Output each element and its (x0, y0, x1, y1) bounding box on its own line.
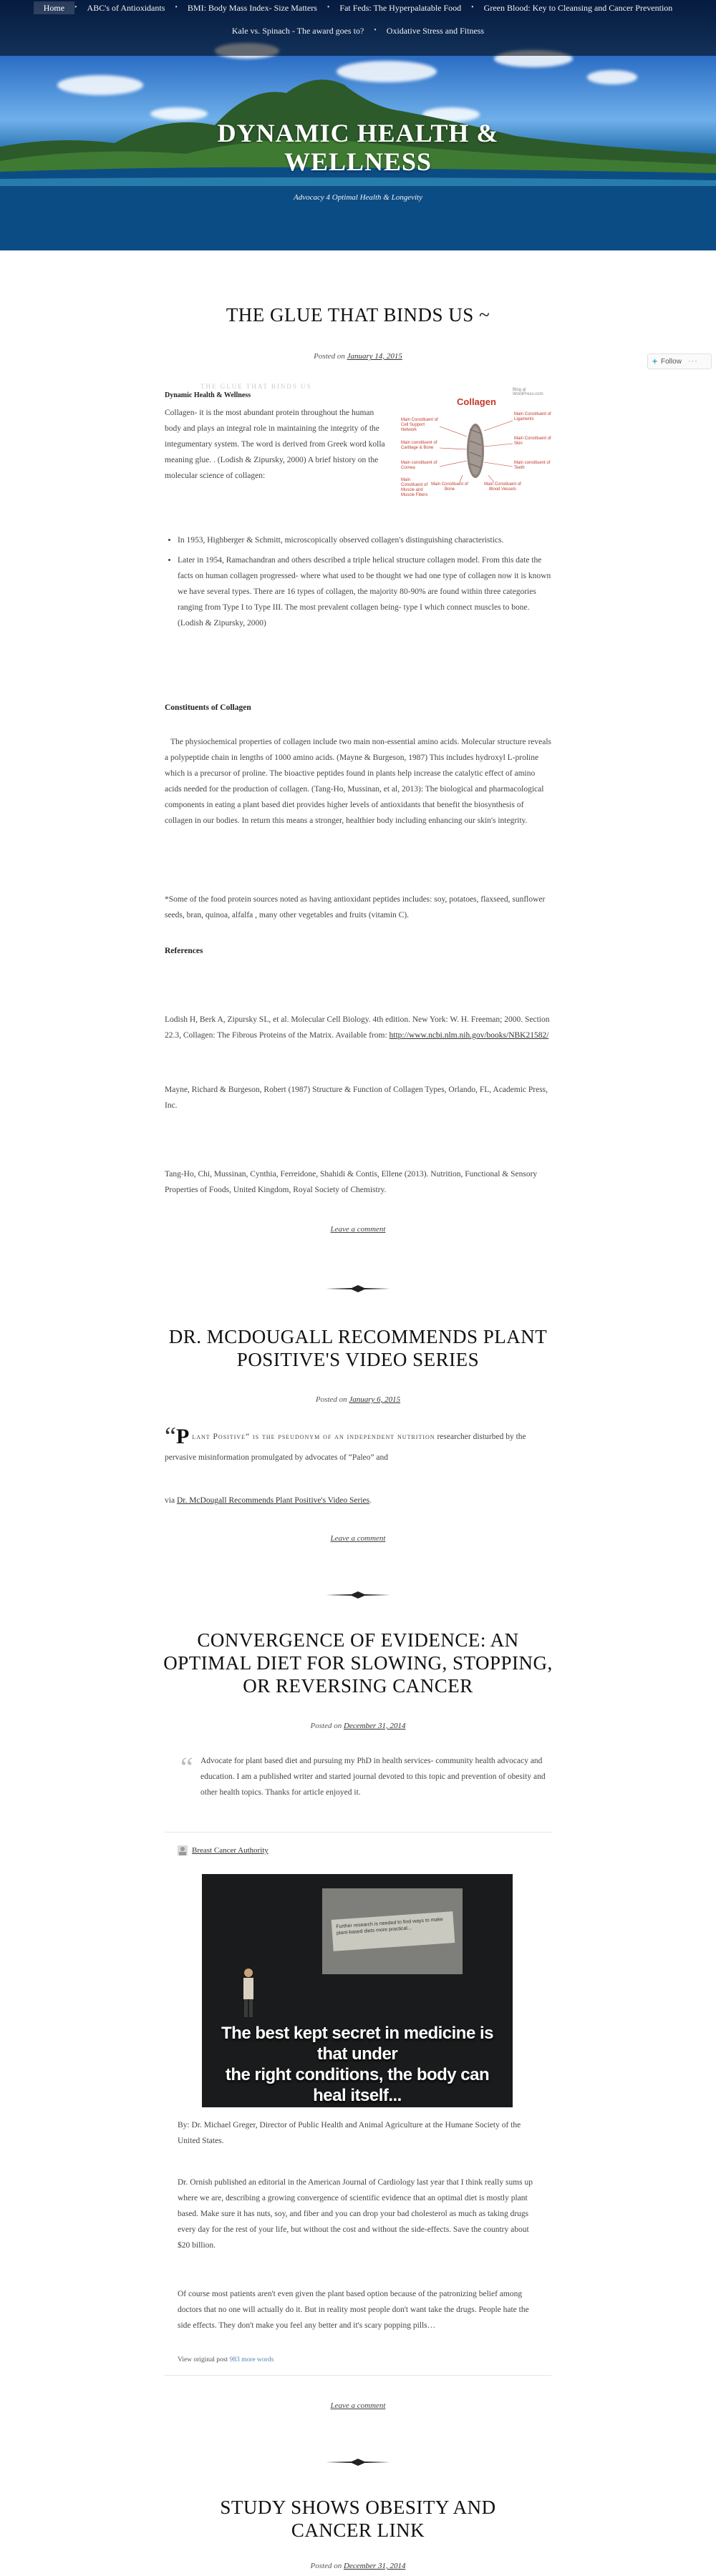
reblog-card (165, 1832, 551, 2376)
post-date-link[interactable]: December 31, 2014 (344, 2562, 406, 2570)
post-date-link[interactable]: January 14, 2015 (347, 352, 402, 361)
nav-separator-icon: • (74, 4, 77, 11)
via-suffix: . (369, 1496, 372, 1505)
nav-item[interactable]: ABC's of Antioxidants (87, 3, 165, 13)
figure-label: Main Constituent of Ligaments (514, 412, 551, 421)
subheading: Constituents of Collagen (165, 703, 251, 712)
quote-paragraph (165, 1424, 551, 1465)
post-body (165, 1424, 551, 1465)
site-title[interactable] (0, 119, 716, 176)
open-quote-icon: “ (165, 1422, 176, 1450)
posted-prefix: Posted on (314, 352, 345, 361)
post-title-line: STUDY SHOWS OBESITY AND (220, 2497, 496, 2518)
figure-label: Main constituent of Teeth (514, 461, 551, 470)
figure-label: Main Constituent of Cell Support Network (401, 418, 438, 432)
leave-comment-link[interactable]: Leave a comment (330, 1225, 386, 1234)
list-item: • Later in 1954, Ramachandran and others described a triple helical structure collagen model. From this date the facts on human collagen progressed- where what used to be thought we had one type of collagen now it is known we have several types. There are 16 types of collagen, the majority 80-90% are found within three categories ranging from Type I to Type III. The most prevalent collagen being- type I which connect muscles to bone. (Lodish & Zipursky, 2000) (178, 552, 551, 631)
leave-comment-link[interactable]: Leave a comment (330, 1534, 386, 1543)
slide-text: Further research is needed to find ways to make plant-based diets more practical... (332, 1911, 455, 1951)
follow-label: Follow (661, 357, 682, 366)
follow-plus-icon: + (652, 356, 658, 366)
by-rest: , Director of Public Health and Animal Agriculture at the Humane Society of the United States. (178, 2121, 521, 2145)
figure-label: Main Constituent of Bone (431, 482, 468, 492)
dropcap: P (175, 1425, 190, 1448)
post-date-link[interactable]: December 31, 2014 (344, 1722, 406, 1730)
post-body (165, 1493, 551, 1508)
post-body (165, 700, 551, 716)
nav-item[interactable]: BMI: Body Mass Index- Size Matters (187, 3, 317, 13)
byline-paragraph (178, 2117, 540, 2149)
reblog-avatar-icon (178, 1845, 188, 1855)
nav-separator-icon: • (374, 26, 377, 34)
posted-prefix: Posted on (310, 1722, 342, 1730)
speaker-figure (241, 1967, 256, 2017)
post-meta (136, 1722, 580, 1730)
post-title-line: POSITIVE'S VIDEO SERIES (236, 1349, 480, 1370)
figure-label: Main Constituent of Muscle and Muscle Fibers (401, 478, 428, 497)
follow-button[interactable] (647, 353, 712, 369)
post-title-line: OPTIMAL DIET FOR SLOWING, STOPPING, (163, 1652, 553, 1674)
figure-label: Main Constituent of Blood Vessels (484, 482, 521, 492)
post-body (165, 1012, 551, 1043)
nav-row (0, 1, 716, 14)
figure-label: Main constituent of Cartilage & Bone (401, 441, 437, 450)
post-meta (136, 2562, 580, 2570)
post-body (165, 943, 551, 959)
nav-separator-icon: • (175, 4, 178, 11)
post-title[interactable] (136, 1629, 580, 1697)
nav-separator-icon: • (326, 4, 330, 11)
post-body (165, 892, 551, 923)
post-title-line: OR REVERSING CANCER (243, 1675, 473, 1697)
reference-link[interactable]: http://www.ncbi.nlm.nih.gov/books/NBK21582/ (389, 1031, 549, 1040)
more-words-link[interactable]: 983 more words (229, 2356, 274, 2363)
nav-item[interactable]: Fat Feds: The Hyperpalatable Food (339, 3, 462, 13)
figure-label: Main Constituent of Skin (514, 436, 551, 446)
top-navigation (0, 0, 716, 56)
header-banner (0, 0, 716, 250)
post-separator (326, 1591, 390, 1599)
post-body (165, 1166, 551, 1198)
site-title-line: WELLNESS (284, 147, 432, 176)
post-body (165, 734, 551, 829)
view-original-post (178, 2356, 274, 2363)
video-embed[interactable] (202, 1874, 513, 2107)
paragraph: *Some of the food protein sources noted as having antioxidant peptides includes: soy, potatoes, flaxseed, sunflower seeds, bran, quinoa, alfalfa , many other vegetables and fruits (vitamin C). (165, 895, 546, 919)
list-item: • In 1953, Highberger & Schmitt, microscopically observed collagen's distinguishing characteristics. (178, 532, 551, 548)
paragraph: Dr. Ornish published an editorial in the American Journal of Cardiology last year that I think really sums up where we are, describing a growing convergence of scientific evidence that an optimal diet is mostly plant based. Make sure it has nuts, soy, and fiber and you can drop your bad cholesterol as much as taking drugs every day for the rest of your life, but without the cost and without the side-effects. Save the country about $20 billion. (178, 2178, 533, 2250)
post-separator (326, 2459, 390, 2466)
site-tagline: Advocacy 4 Optimal Health & Longevity (294, 193, 422, 202)
post-body (165, 532, 551, 635)
post-date-link[interactable]: January 6, 2015 (349, 1395, 401, 1404)
quote-text: researcher disturbed by the pervasive misinformation promulgated by advocates of “Paleo” and (165, 1433, 526, 1462)
blockquote (200, 1753, 551, 1800)
nav-item[interactable]: Oxidative Stress and Fitness (386, 26, 485, 36)
blockquote-icon: “ (180, 1751, 193, 1783)
post-title-line: CONVERGENCE OF EVIDENCE: AN (197, 1629, 519, 1651)
post-meta (136, 1395, 580, 1404)
faded-heading: THE GLUE THAT BINDS US (200, 383, 312, 390)
via-line (165, 1493, 551, 1508)
figure-label: Main constituent of Cornea (401, 461, 437, 470)
post-title[interactable]: THE GLUE THAT BINDS US ~ (226, 304, 490, 326)
post-intro (165, 382, 387, 484)
site-title-line: DYNAMIC HEALTH & (217, 119, 499, 147)
caption-line (208, 2106, 507, 2107)
via-link[interactable]: Dr. McDougall Recommends Plant Positive's Video Series (176, 1496, 370, 1505)
nav-item[interactable]: Home (34, 1, 74, 14)
video-caption (208, 2023, 507, 2107)
nav-row (0, 24, 716, 37)
quote-smallcaps: lant Positive” is the pseudonym of an independent nutrition (192, 1433, 435, 1441)
posted-prefix: Posted on (315, 1395, 347, 1404)
nav-item[interactable]: Green Blood: Key to Cleansing and Cancer Prevention (483, 3, 673, 13)
post-meta (136, 352, 580, 361)
posted-prefix: Posted on (310, 2562, 342, 2570)
nav-separator-icon: • (471, 4, 474, 11)
caption-line: The best kept secret in medicine is that under (221, 2024, 493, 2064)
via-prefix: via (165, 1496, 175, 1505)
post-title[interactable] (136, 1325, 580, 1371)
paragraph: Of course most patients aren't even given the plant based option because of the patronizing belief among doctors that no one will actually do it. But in reality most people don't want take the drugs. People hate the side effects. They don't make you feel any better and it's scary popping pills… (178, 2290, 529, 2330)
reblog-source (178, 1845, 268, 1855)
post-body (165, 1082, 551, 1113)
reblog-source-link[interactable]: Breast Cancer Authority (192, 1846, 268, 1855)
figure-title: Collagen (457, 396, 496, 407)
post-title-line: DR. MCDOUGALL RECOMMENDS PLANT (168, 1326, 548, 1347)
figure-credit: Blog at WordPress.com (513, 388, 543, 396)
view-original-prefix: View original post (178, 2356, 228, 2363)
by-prefix: By: (178, 2121, 190, 2129)
post-title-line: CANCER LINK (291, 2519, 425, 2541)
post-title[interactable] (136, 2496, 580, 2542)
reference: Mayne, Richard & Burgeson, Robert (1987) Structure & Function of Collagen Types, Orlando, FL, Academic Press, Inc. (165, 1085, 548, 1110)
reference: Tang-Ho, Chi, Mussinan, Cynthia, Ferreidone, Shahidi & Contis, Ellene (2013). Nutrition, Functional & Sensory Properties of Foods, United Kingdom, Royal Society of Chemistry. (165, 1170, 538, 1194)
paragraph: The physiochemical properties of collagen include two main non-essential amino acids. Molecular structure reveals a polypeptide chain in lengths of 1000 amino acids. (Mayne & Burgeson, 1987) This includes hydroxyl L-proline which is a precursor of proline. The bioactive peptides found in plants help increase the catalytic effect of amino acids needed for the production of collagen. (Tang-Ho, Mussinan, et al, 2013): The biological and pharmacological components in eating a plant based diet provides higher levels of antioxidants that benefit the biosynthesis of collagen in our bodies. In return this means a stronger, healthier body including enhancing our skin's integrity. (165, 738, 552, 825)
caption-line: the right conditions, the body can heal itself... (225, 2065, 490, 2105)
intro-paragraph: Collagen- it is the most abundant protein throughout the human body and plays an integral role in maintaining the integrity of the integumentary system. The word is derived from Greek word kolla meaning glue. . (Lodish & Zipursky, 2000) A brief history on the molecular science of collagen: (165, 409, 385, 480)
leave-comment-link[interactable]: Leave a comment (330, 2401, 386, 2410)
post-separator (326, 1285, 390, 1292)
more-options-icon[interactable]: ··· (687, 357, 698, 366)
subheading: References (165, 947, 203, 955)
history-list (165, 532, 551, 631)
collagen-diagram (398, 386, 557, 497)
reference-text: Lodish H, Berk A, Zipursky SL, et al. Molecular Cell Biology. 4th edition. New York: W. H. Freeman; 2000. Section 22.3, Collagen: The Fibrous Proteins of the Matrix. Available from: (165, 1015, 550, 1040)
nav-item[interactable]: Kale vs. Spinach - The award goes to? (231, 26, 364, 36)
reference (165, 1012, 551, 1043)
byline: Dynamic Health & Wellness (165, 391, 251, 399)
blockquote-text: Advocate for plant based diet and pursuing my PhD in health services- community health advocacy and education. I am a published writer and started journal devoted to this topic and prevention of obesity and other health topics. Thanks for article enjoyed it. (200, 1757, 546, 1797)
author-link[interactable]: Dr. Michael Greger (191, 2121, 256, 2129)
